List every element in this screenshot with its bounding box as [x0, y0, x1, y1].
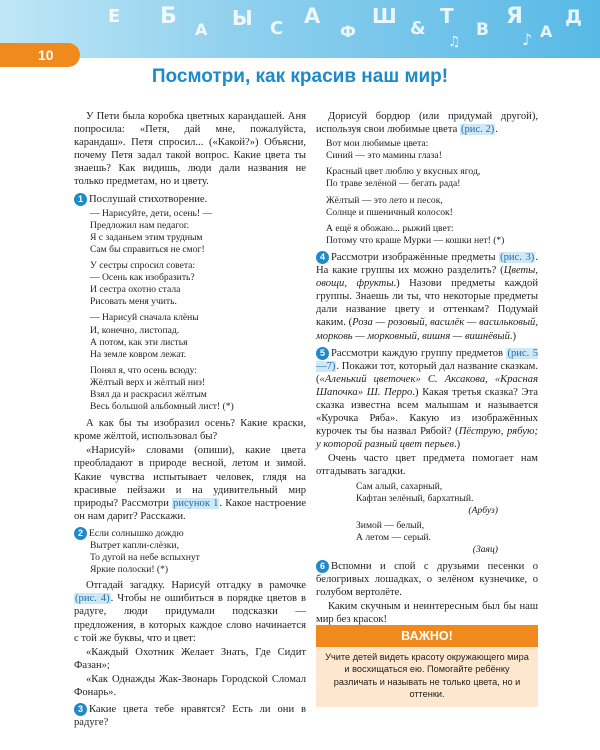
text-span: . Покажи тот, который дал название сказкам. (: [316, 360, 538, 385]
text-span: .) Какая третья сказка? Эта сказка известна всем малышам и называется «Курочка Ряба». Какую из изображённых курочек ты бы назвал Рябой? (: [316, 386, 538, 438]
header-decoration: Т: [440, 4, 454, 28]
riddle-line: Зимой — белый,: [356, 519, 425, 531]
figure-reference-link[interactable]: (рис. 5—7): [316, 347, 538, 372]
left-column: [74, 110, 306, 730]
riddle-line: А летом — серый.: [356, 531, 431, 543]
task-number-badge: 6: [316, 560, 329, 573]
poem-stanza: [90, 208, 306, 256]
task-number-badge: 1: [74, 193, 87, 206]
poem-line: Сам бы справиться не смог!: [90, 243, 205, 255]
text-span: Рассмотри изображённые предметы: [331, 251, 496, 263]
header-decoration: С: [270, 18, 284, 39]
poem-line: А ещё я обожаю... рыжий цвет:: [326, 222, 454, 234]
poem-line: Предложил нам педагог.: [90, 219, 190, 231]
riddle-line: Вытрет капли-слёзки,: [90, 540, 179, 551]
poem-line: Красный цвет люблю у вкусных ягод,: [326, 166, 481, 178]
mnemonic-2: «Как Однажды Жак-Звонарь Городской Сломал Фонарь».: [74, 673, 306, 699]
text-span: .) Назови предметы каждой группы. Знаешь ли ты, что некоторые предметы дали название цвету и оттенкам? Подумай каким. (: [316, 278, 538, 329]
header-decoration: E: [108, 6, 121, 27]
text-span: . Чтобы не ошибиться в порядке цветов в радуге, люди придумали подсказки — предложения, в которых каждое слово начинается с той же буквы, что и цвет:: [74, 593, 306, 644]
poem-line: Понял я, что осень всюду:: [90, 364, 197, 376]
riddle-answer: (Заяц): [472, 544, 498, 555]
riddle-line: То дугой на небе вспыхнут: [90, 552, 200, 564]
poem-line: У сестры спросил совета:: [90, 260, 196, 272]
poem-line: Жёлтый верх и жёлтый низ!: [90, 376, 206, 388]
figure-reference-link[interactable]: (рис. 3): [500, 251, 535, 263]
header-decoration: Б: [160, 4, 177, 29]
task-3-text: Какие цвета тебе нравятся? Есть ли они в радуге?: [74, 704, 306, 729]
riddle-answer: (Арбуз): [468, 504, 498, 516]
task-3: [74, 703, 306, 729]
poem-line: Потому что краше Мурки — кошки нет! (*): [326, 234, 505, 246]
poem-line: Я с заданьем этим трудным: [90, 231, 203, 243]
important-box: [316, 625, 538, 707]
header-decoration: Ш: [372, 4, 397, 28]
text-span: «Нарисуй» словами (опиши), какие цвета преобладают в природе весной, летом и зимой. Какие чувства испытывает человек, глядя на красивые пейзажи и на удивительный мир природы? Рассмотри: [74, 445, 306, 509]
poem-line: И сестра охотно стала: [90, 284, 181, 296]
header-decoration: В: [476, 20, 489, 40]
important-text: Учите детей видеть красоту окружающего мира и восхищаться ею. Помогайте ребёнку различать и называть не только цвета, но и оттенки.: [325, 652, 529, 700]
text-span: . Какое настроение он нам дарит? Расскажи.: [74, 497, 307, 522]
riddle-intro: Очень часто цвет предмета помогает нам отгадывать загадки.: [316, 453, 538, 478]
border-paragraph: [316, 110, 538, 136]
text-span: .): [453, 439, 461, 451]
poem-line: На земле ковром лежат.: [90, 348, 187, 360]
mnemonic-1: «Каждый Охотник Желает Знать, Где Сидит Фазан»;: [74, 646, 306, 671]
music-note-icon: ♫: [448, 34, 461, 50]
poem-line: Весь большой альбомный лист! (*): [90, 401, 234, 413]
text-span: .): [509, 330, 517, 342]
text-span: . На какие группы их можно разделить? (: [316, 251, 538, 277]
answer-italic: Цветы, овощи, фрукты: [316, 265, 538, 290]
page-number: 10: [0, 43, 80, 67]
poem-line: — Нарисуй сначала клёны: [90, 312, 199, 324]
header-decoration: Я: [506, 4, 523, 29]
autumn-poem: [74, 208, 306, 414]
poem-line: Солнце и пшеничный колосок!: [326, 206, 453, 218]
answer-italic: «Аленький цветочек» С. Аксакова, «Красная Шапочка» Ш. Перро: [316, 373, 538, 398]
answer-italic: Пёструю, рябую; у которой разный цвет перьев: [316, 426, 538, 451]
task-4: [316, 251, 538, 343]
page-title: Посмотри, как красив наш мир!: [151, 66, 449, 87]
poem-line: По траве зелёной — бегать рада!: [326, 178, 461, 190]
task-number-badge: 2: [74, 527, 87, 540]
intro-paragraph: У Пети была коробка цветных карандашей. Аня попросила: «Петя, дай мне, пожалуйста, карандаш». Петя спросил... («Какой?») Объясни, почему Петя задал такой вопрос. Какие цвета ты знаешь? Как видишь, люди дали названия не только предметам, но и цвету.: [74, 111, 306, 188]
riddle-line: Яркие полоски! (*): [90, 564, 169, 576]
poem-line: Синий — это мамины глаза!: [326, 150, 442, 162]
task-6-text: Вспомни и спой с друзьями песенки о белогривых лошадках, о зелёном кузнечике, о голубом вертолёте.: [316, 561, 538, 599]
colors-poem: [316, 138, 538, 247]
poem-line: — Осень как изобразить?: [90, 272, 195, 284]
task-6: [316, 560, 538, 626]
header-decoration: А: [540, 22, 553, 41]
important-heading: ВАЖНО!: [316, 625, 538, 647]
riddle-line: Кафтан зелёный, бархатный.: [356, 492, 474, 504]
riddle-line: [74, 527, 306, 540]
text-span: Рассмотри каждую группу предметов: [331, 347, 504, 359]
task-1-text: Послушай стихотворение.: [89, 193, 208, 205]
answer-italic: Роза — розовый, василёк — васильковый, морковь — морковный, вишня — вишнёвый: [316, 317, 538, 342]
question-paragraph: А как бы ты изобразил осень? Какие краски, кроме жёлтой, использовал бы?: [74, 418, 306, 443]
task-number-badge: 5: [316, 347, 329, 360]
header-decoration: Ы: [232, 6, 253, 30]
header-decoration: А: [304, 4, 321, 28]
text-span: Дорисуй бордюр (или придумай другой), используя свои любимые цвета: [316, 111, 538, 136]
task-number-badge: 3: [74, 703, 87, 716]
task-1: [74, 193, 306, 206]
question-paragraph: [74, 444, 306, 523]
task-2: [74, 527, 306, 576]
figure-reference-link[interactable]: рисунок 1: [173, 497, 219, 509]
header-decoration: Ф: [340, 22, 356, 41]
header-decoration: &: [410, 18, 426, 39]
poem-line: А потом, как эти листья: [90, 336, 188, 348]
poem-stanza: [90, 312, 306, 360]
poem-stanza: [90, 365, 306, 413]
closing-paragraph: Каким скучным и неинтересным был бы наш мир без красок!: [316, 601, 538, 626]
poem-line: Рисовать меня учить.: [90, 296, 177, 308]
poem-line: Жёлтый — это лето и песок,: [326, 194, 443, 206]
poem-line: — Нарисуйте, дети, осень! —: [90, 207, 213, 219]
poem-line: Вот мои любимые цвета:: [326, 138, 429, 150]
poem-line: Взял да и раскрасил жёлтым: [90, 388, 207, 400]
right-column: [316, 110, 538, 628]
figure-reference-link[interactable]: (рис. 4): [75, 593, 110, 605]
poem-line: И, конечно, листопад.: [90, 324, 180, 336]
riddle-line: Сам алый, сахарный,: [356, 480, 443, 492]
task-5: [316, 347, 538, 557]
riddle-text: Если солнышко дождю: [89, 527, 184, 539]
header-decoration: Д: [565, 6, 582, 28]
text-span: Отгадай загадку. Нарисуй отгадку в рамочке: [86, 580, 306, 592]
figure-reference-link[interactable]: (рис. 2): [460, 124, 495, 136]
task-number-badge: 4: [316, 251, 329, 264]
music-note-icon: ♪: [522, 30, 533, 49]
text-span: .: [495, 124, 498, 136]
poem-stanza: [90, 260, 306, 308]
riddle-watermelon: [316, 481, 538, 557]
header-decoration: А: [195, 20, 208, 39]
header-band: [0, 0, 600, 58]
task-2-paragraph: [74, 579, 306, 644]
